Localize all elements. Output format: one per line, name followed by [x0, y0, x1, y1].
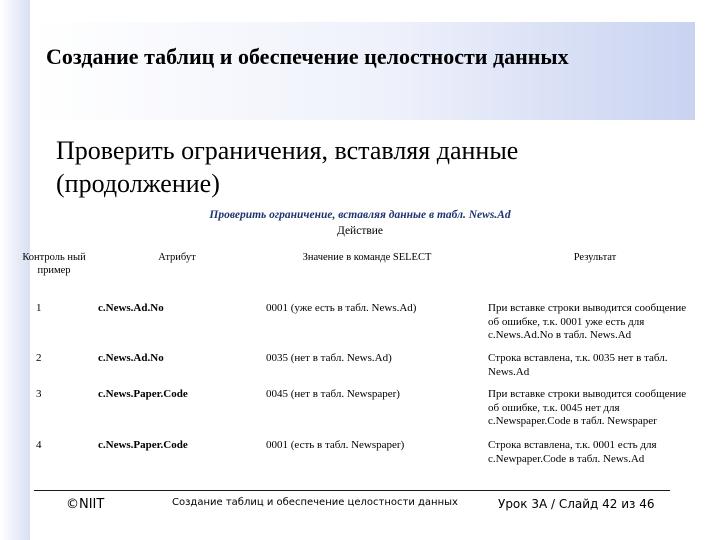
header-result: Результат: [573, 252, 617, 263]
footer-slide-info: Урок 3А / Слайд 42 из 46: [498, 497, 655, 511]
row-attribute: c.News.Paper.Code: [98, 388, 188, 400]
header-example: Контроль ный пример: [22, 252, 86, 276]
row-number: 2: [36, 352, 42, 364]
row-value: 0001 (есть в табл. Newspaper): [266, 439, 405, 451]
header-attribute: Атрибут: [158, 252, 196, 263]
row-number: 3: [36, 388, 42, 400]
footer-divider: [34, 490, 670, 491]
row-result: При вставке строки выводится сообщение об ошибке, т.к. 0045 нет для c.Newspaper.Code в табл. Newspaper: [488, 388, 687, 427]
row-value: 0045 (нет в табл. Newspaper): [266, 388, 400, 400]
row-attribute: c.News.Paper.Code: [98, 439, 188, 451]
row-number: 1: [36, 302, 42, 314]
row-result: Строка вставлена, т.к. 0001 есть для c.Newpaper.Code в табл. News.Ad: [488, 439, 657, 465]
row-result: Строка вставлена, т.к. 0035 нет в табл. News.Ad: [488, 352, 668, 378]
row-value: 0035 (нет в табл. News.Ad): [266, 352, 392, 364]
row-result: При вставке строки выводится сообщение об ошибке, т.к. 0001 уже есть для c.News.Ad.No в табл. News.Ad: [488, 302, 687, 341]
footer-copyright: ©NIIT: [66, 497, 105, 512]
slide-title: Создание таблиц и обеспечение целостности данных: [46, 44, 569, 69]
row-attribute: c.News.Ad.No: [98, 352, 164, 364]
row-number: 4: [36, 439, 42, 451]
title-band: [30, 22, 695, 120]
row-attribute: c.News.Ad.No: [98, 302, 164, 314]
row-value: 0001 (уже есть в табл. News.Ad): [266, 302, 417, 314]
slide-subtitle: Проверить ограничения, вставляя данные (продолжение): [56, 136, 519, 198]
table-caption: Проверить ограничение, вставляя данные в табл. News.Ad: [209, 209, 511, 221]
header-value: Значение в команде SELECT: [302, 252, 432, 263]
action-header: Действие: [336, 225, 384, 237]
footer-title: Создание таблиц и обеспечение целостности данных: [172, 497, 458, 508]
